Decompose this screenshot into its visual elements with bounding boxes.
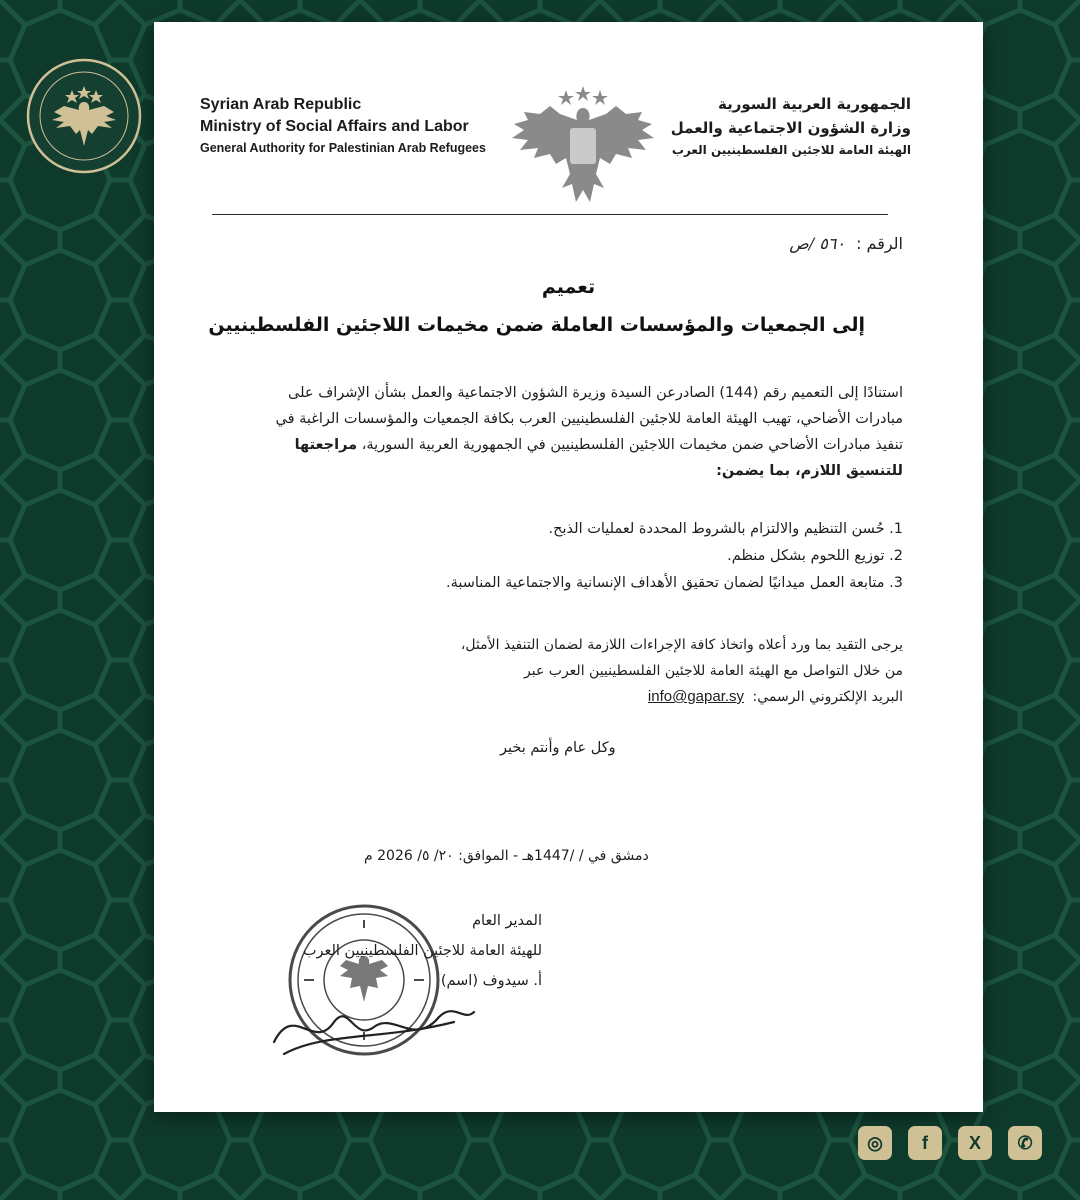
- header-ar-ministry: وزارة الشؤون الاجتماعية والعمل: [670, 119, 911, 137]
- reference-value: ٥٦٠ /ص: [789, 234, 845, 253]
- header-arabic: [671, 92, 911, 160]
- body-line-3-text: تنفيذ مبادرات الأضاحي ضمن مخيمات اللاجئين الفلسطينيين في الجمهورية العربية السورية،: [361, 437, 903, 453]
- signer-name: أ. سيدوف (اسم): [440, 973, 542, 989]
- header-divider: [212, 214, 888, 215]
- closing-line-2: من خلال التواصل مع الهيئة العامة للاجئين الفلسطينيين العرب عبر: [524, 663, 903, 679]
- body-line-2: مبادرات الأضاحي، تهيب الهيئة العامة للاجئين الفلسطينيين العرب بكافة الجمعيات والمؤسسات الراغبة في: [275, 411, 903, 427]
- body-line-1: استنادًا إلى التعميم رقم (144) الصادرعن السيدة وزيرة الشؤون الاجتماعية والعمل بشأن الإشراف على: [288, 385, 903, 401]
- body-line-4-bold: للتنسيق اللازم، بما يضمن:: [716, 463, 903, 479]
- requirements-list: [203, 516, 903, 597]
- header-ar-country: الجمهورية العربية السورية: [718, 95, 911, 113]
- reference-number: [789, 234, 903, 253]
- date-line: دمشق في / /1447هـ - الموافق: ٢٠/ ٥/ 2026 م: [364, 848, 649, 864]
- instagram-icon[interactable]: ◎: [858, 1126, 892, 1160]
- document-subtitle: إلى الجمعيات والمؤسسات العاملة ضمن مخيمات اللاجئين الفلسطينيين: [208, 314, 865, 336]
- body-paragraph: [203, 380, 903, 484]
- eagle-emblem: [510, 84, 656, 208]
- email-link[interactable]: info@gapar.sy: [647, 688, 745, 705]
- signer-organization: للهيئة العامة للاجئين الفلسطينيين العرب: [302, 943, 542, 959]
- handwritten-signature: [264, 982, 484, 1062]
- header-en-authority: General Authority for Palestinian Arab Refugees: [200, 141, 486, 155]
- greeting: وكل عام وأنتم بخير: [500, 740, 616, 756]
- list-item: 1. حُسن التنظيم والالتزام بالشروط المحددة لعمليات الذبح.: [548, 521, 903, 537]
- list-item: 3. متابعة العمل ميدانيًا لضمان تحقيق الأهداف الإنسانية والاجتماعية المناسبة.: [445, 575, 903, 591]
- header-en-ministry: Ministry of Social Affairs and Labor: [200, 118, 469, 135]
- body-line-3-bold: مراجعتها: [294, 437, 358, 453]
- list-item: 2. توزيع اللحوم بشكل منظم.: [727, 548, 903, 564]
- signer-title: المدير العام: [472, 913, 542, 929]
- body-line-3: [203, 432, 903, 458]
- document-title: تعميم: [541, 276, 596, 298]
- closing-email-label: البريد الإلكتروني الرسمي:: [752, 689, 903, 705]
- closing-paragraph: [203, 632, 903, 710]
- header-en-country: Syrian Arab Republic: [200, 96, 362, 113]
- x-icon[interactable]: X: [958, 1126, 992, 1160]
- facebook-icon[interactable]: f: [908, 1126, 942, 1160]
- authority-logo: [24, 56, 144, 176]
- whatsapp-icon[interactable]: ✆: [1008, 1126, 1042, 1160]
- header-ar-authority: الهيئة العامة للاجئين الفلسطينيين العرب: [671, 143, 911, 157]
- closing-line-3: [203, 684, 903, 710]
- closing-line-1: يرجى التقيد بما ورد أعلاه واتخاذ كافة الإجراءات اللازمة لضمان التنفيذ الأمثل،: [460, 637, 903, 653]
- body-line-4: [203, 458, 903, 484]
- reference-label: الرقم :: [856, 234, 903, 253]
- header-english: [200, 94, 486, 158]
- document-page: [154, 22, 983, 1112]
